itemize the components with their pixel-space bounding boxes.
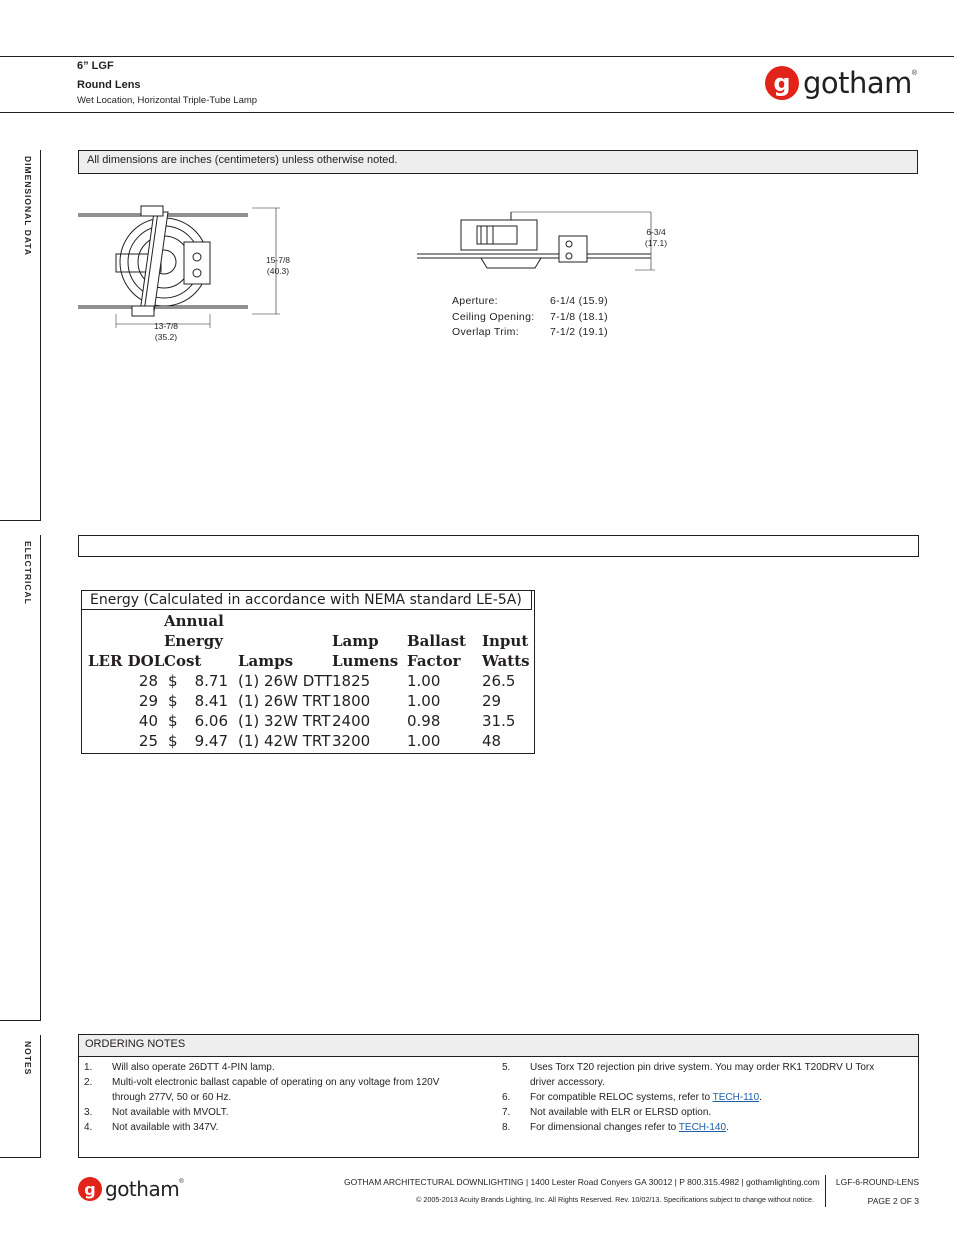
side-height-in: 6-3/4 [646,227,666,237]
note-number: 6. [502,1092,511,1103]
side-tick-2 [0,1020,41,1021]
note-text-body: For dimensional changes refer to [530,1122,679,1133]
footer-divider [825,1175,826,1207]
side-height-cm: (17.1) [644,238,668,248]
header-watts-l2: Watts [482,652,530,670]
header-ler: LER DOL [88,652,165,670]
note-item [84,1105,484,1120]
note-text: Will also operate 26DTT 4-PIN lamp. [112,1062,275,1073]
cell-lamps: (1) 26W TRT [238,692,331,710]
note-item [84,1120,484,1135]
plan-width-in: 13-7/8 [153,321,179,331]
note-number: 7. [502,1107,511,1118]
section-label-dimensional: DIMENSIONAL DATA [23,156,33,257]
header-ballast-l2: Factor [407,652,461,670]
dimension-specs-table [452,294,618,341]
note-number: 1. [84,1062,93,1073]
note-number: 3. [84,1107,93,1118]
cell-ballast: 0.98 [407,712,441,730]
note-text-body: For compatible RELOC systems, refer to [530,1092,713,1103]
ordering-notes-title: ORDERING NOTES [85,1038,186,1050]
dimension-note-bar: All dimensions are inches (centimeters) unless otherwise noted. [78,150,918,174]
header-ballast-l1: Ballast [407,632,466,650]
note-text: Not available with MVOLT. [112,1107,229,1118]
cell-lumens: 1800 [332,692,371,710]
footer-gotham-logo: g gotham ® [78,1177,184,1201]
header-lamps: Lamps [238,652,294,670]
cell-lamps: (1) 26W DTT [238,672,333,690]
cell-ler: 25 [138,732,158,750]
cell-currency: $ [168,712,178,730]
cell-ballast: 1.00 [407,732,441,750]
footer-page-number: PAGE 2 OF 3 [867,1196,919,1206]
spec-label: Ceiling Opening: [452,310,535,323]
plan-height-in: 15-7/8 [265,255,291,265]
plan-height-cm: (40.3) [266,266,290,276]
product-subtitle: Round Lens [77,79,141,91]
section-label-electrical: ELECTRICAL [23,541,33,605]
footer-doc-id: LGF-6-ROUND-LENS [835,1177,919,1187]
spec-row [452,294,618,310]
header-lumens-l1: Lamp [332,632,379,650]
cell-cost: 8.71 [194,672,228,690]
spec-value: 6-1/4 (15.9) [550,295,608,307]
spec-row [452,310,618,326]
cell-ler: 29 [138,692,158,710]
cell-cost: 6.06 [194,712,228,730]
ordering-notes-header [79,1035,918,1057]
cell-ballast: 1.00 [407,672,441,690]
cell-cost: 8.41 [194,692,228,710]
cell-watts: 31.5 [482,712,516,730]
energy-table [81,590,535,754]
cell-cost: 9.47 [194,732,228,750]
note-text: Not available with 347V. [112,1122,219,1133]
plan-height-label [258,255,298,277]
gotham-logo: g gotham ® [765,66,917,100]
spec-label: Aperture: [452,295,498,307]
cell-ler: 28 [138,672,158,690]
side-tick-3 [0,1157,41,1158]
side-divider-1 [40,150,41,520]
side-tick-1 [0,520,41,521]
header-lumens-l2: Lumens [332,652,399,670]
cell-currency: $ [168,732,178,750]
product-description: Wet Location, Horizontal Triple-Tube Lamp [77,95,258,106]
note-number: 4. [84,1122,93,1133]
plan-width-label [146,321,186,343]
note-number: 2. [84,1077,93,1088]
tech-140-link[interactable]: TECH-140 [678,1122,727,1133]
footer-logo-text: gotham [105,1177,180,1201]
cell-lumens: 1825 [332,672,371,690]
gotham-logo-text: gotham [803,66,912,100]
cell-lamps: (1) 32W TRT [238,712,331,730]
energy-table-title: Energy (Calculated in accordance with NEMA standard LE-5A) [82,591,532,610]
note-item [502,1090,912,1105]
note-item [502,1105,912,1120]
footer-copyright: © 2005-2013 Acuity Brands Lighting, Inc. All Rights Reserved. Rev. 10/02/13. Specifications subject to change without notice. [416,1195,814,1204]
electrical-bar [78,535,919,557]
header-cost-l3: Cost [164,652,202,670]
note-text [530,1120,729,1135]
note-text: Uses Torx T20 rejection pin drive system. You may order RK1 T20DRV U Torx [530,1062,875,1073]
note-text: Multi-volt electronic ballast capable of operating on any voltage from 120V [112,1077,440,1088]
side-height-label [636,227,676,249]
section-label-notes: NOTES [23,1041,33,1076]
side-divider-3 [40,1035,41,1157]
side-divider-2 [40,535,41,1020]
note-number: 5. [502,1062,511,1073]
note-item [502,1060,912,1090]
cell-watts: 48 [482,732,502,750]
header-watts-l1: Input [482,632,529,650]
spec-row [452,325,618,341]
note-item [84,1075,484,1105]
cell-currency: $ [168,692,178,710]
gotham-logo-mark: g [765,66,799,100]
spec-value: 7-1/2 (19.1) [550,326,608,338]
spec-value: 7-1/8 (18.1) [550,310,608,323]
cell-ler: 40 [138,712,158,730]
note-text-cont: through 277V, 50 or 60 Hz. [112,1092,232,1103]
header-bottom-rule [0,112,954,113]
product-title: 6” LGF [77,60,114,72]
note-item [502,1120,912,1135]
side-view-drawing [415,208,665,272]
cell-lumens: 3200 [332,732,371,750]
note-text [530,1090,762,1105]
cell-watts: 29 [482,692,502,710]
tech-110-link[interactable]: TECH-110 [712,1092,760,1103]
cell-lumens: 2400 [332,712,371,730]
footer-address: GOTHAM ARCHITECTURAL DOWNLIGHTING | 1400 Lester Road Conyers GA 30012 | P 800.315.4982 | gothamlighting.com [344,1177,820,1187]
cell-lamps: (1) 42W TRT [238,732,331,750]
spec-label: Overlap Trim: [452,326,519,338]
note-text-cont: driver accessory. [530,1077,605,1088]
header-top-rule [0,56,954,57]
note-text: Not available with ELR or ELRSD option. [530,1107,712,1118]
cell-ballast: 1.00 [407,692,441,710]
footer-logo-mark: g [78,1177,102,1201]
note-item [84,1060,484,1075]
note-text-end: . [726,1122,729,1133]
cell-watts: 26.5 [482,672,516,690]
header-cost-l2: Energy [164,632,223,650]
header-cost-l1: Annual [164,612,224,630]
plan-width-cm: (35.2) [154,332,178,342]
note-text-end: . [759,1092,762,1103]
note-number: 8. [502,1122,511,1133]
cell-currency: $ [168,672,178,690]
